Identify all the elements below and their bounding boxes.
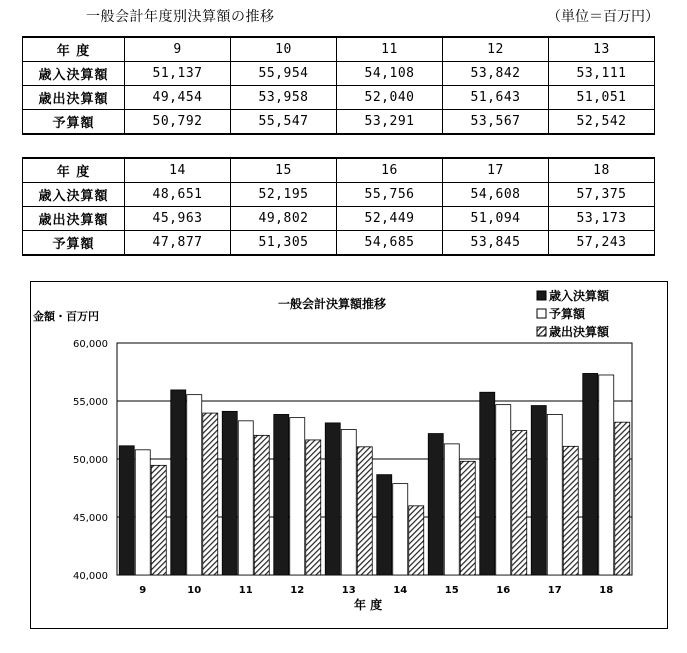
value-cell: 51,305	[231, 231, 337, 256]
value-cell: 53,111	[549, 62, 655, 86]
value-cell: 57,243	[549, 231, 655, 256]
value-cell: 51,137	[125, 62, 231, 86]
x-tick-label: 18	[599, 585, 614, 596]
bar-expenditure	[409, 506, 424, 575]
year-header-label: 年 度	[23, 37, 125, 62]
year-cell: 16	[337, 158, 443, 183]
table-header-row	[23, 158, 655, 183]
bar-expenditure	[563, 446, 578, 575]
chart-frame	[30, 281, 668, 629]
bar-budget	[547, 414, 562, 575]
row-label: 歳出決算額	[23, 86, 125, 110]
value-cell: 57,375	[549, 183, 655, 207]
chart-title: 一般会計決算額推移	[278, 297, 387, 311]
table-row	[23, 86, 655, 110]
bar-revenue	[119, 446, 134, 575]
year-cell: 11	[337, 37, 443, 62]
settlement-table-2	[22, 157, 655, 256]
legend-swatch-budget	[537, 309, 546, 318]
page-title: 一般会計年度別決算額の推移	[86, 9, 275, 25]
bar-revenue	[325, 423, 340, 575]
year-cell: 10	[231, 37, 337, 62]
x-axis-label: 年 度	[354, 598, 383, 612]
value-cell: 52,195	[231, 183, 337, 207]
year-cell: 13	[549, 37, 655, 62]
year-cell: 12	[443, 37, 549, 62]
row-label: 歳入決算額	[23, 62, 125, 86]
y-tick-label: 60,000	[73, 339, 108, 350]
bar-expenditure	[151, 465, 166, 575]
year-cell: 18	[549, 158, 655, 183]
bar-revenue	[480, 392, 495, 575]
x-tick-label: 17	[547, 585, 562, 596]
table-row	[23, 207, 655, 231]
bar-expenditure	[203, 413, 218, 575]
value-cell: 52,542	[549, 110, 655, 135]
y-tick-label: 40,000	[73, 571, 108, 582]
x-tick-label: 15	[444, 585, 459, 596]
value-cell: 51,643	[443, 86, 549, 110]
value-cell: 45,963	[125, 207, 231, 231]
legend-label-budget: 予算額	[549, 307, 586, 321]
year-cell: 15	[231, 158, 337, 183]
bar-expenditure	[306, 440, 321, 575]
bar-revenue	[583, 373, 598, 575]
unit-label: （単位＝百万円）	[547, 9, 659, 25]
value-cell: 53,291	[337, 110, 443, 135]
legend-label-revenue: 歳入決算額	[549, 289, 610, 303]
table-row	[23, 183, 655, 207]
y-axis-label: 金額・百万円	[33, 310, 99, 323]
year-header-label: 年 度	[23, 158, 125, 183]
value-cell: 51,094	[443, 207, 549, 231]
x-tick-label: 10	[187, 585, 202, 596]
value-cell: 54,685	[337, 231, 443, 256]
bar-budget	[496, 405, 511, 575]
y-tick-label: 55,000	[73, 397, 108, 408]
x-tick-label: 13	[341, 585, 356, 596]
table-row	[23, 231, 655, 256]
bar-budget	[393, 484, 408, 575]
y-tick-label: 45,000	[73, 513, 108, 524]
year-cell: 17	[443, 158, 549, 183]
value-cell: 55,547	[231, 110, 337, 135]
bar-revenue	[171, 390, 186, 575]
x-tick-label: 11	[238, 585, 253, 596]
bar-expenditure	[460, 461, 475, 575]
legend-label-expenditure: 歳出決算額	[549, 325, 610, 339]
row-label: 歳入決算額	[23, 183, 125, 207]
year-cell: 9	[125, 37, 231, 62]
bar-budget	[290, 418, 305, 575]
value-cell: 49,454	[125, 86, 231, 110]
bar-revenue	[428, 434, 443, 575]
value-cell: 54,108	[337, 62, 443, 86]
bar-revenue	[531, 406, 546, 575]
x-tick-label: 9	[139, 585, 147, 596]
bar-budget	[238, 421, 253, 575]
value-cell: 53,173	[549, 207, 655, 231]
row-label: 予算額	[23, 231, 125, 256]
settlement-table-1	[22, 36, 655, 135]
bar-budget	[135, 450, 150, 575]
bar-budget	[341, 430, 356, 575]
row-label: 予算額	[23, 110, 125, 135]
value-cell: 52,040	[337, 86, 443, 110]
value-cell: 53,567	[443, 110, 549, 135]
x-tick-label: 16	[496, 585, 511, 596]
table-row	[23, 110, 655, 135]
bar-revenue	[222, 411, 237, 575]
value-cell: 49,802	[231, 207, 337, 231]
value-cell: 51,051	[549, 86, 655, 110]
bar-expenditure	[615, 422, 630, 575]
bar-expenditure	[357, 447, 372, 575]
value-cell: 53,845	[443, 231, 549, 256]
settlement-bar-chart	[31, 282, 667, 628]
legend	[537, 288, 610, 339]
table-row	[23, 62, 655, 86]
bar-budget	[599, 375, 614, 575]
value-cell: 53,842	[443, 62, 549, 86]
year-cell: 14	[125, 158, 231, 183]
legend-swatch-expenditure	[537, 327, 546, 336]
bar-revenue	[274, 414, 289, 575]
value-cell: 55,954	[231, 62, 337, 86]
value-cell: 48,651	[125, 183, 231, 207]
value-cell: 47,877	[125, 231, 231, 256]
value-cell: 53,958	[231, 86, 337, 110]
legend-swatch-revenue	[537, 291, 546, 300]
y-tick-label: 50,000	[73, 455, 108, 466]
value-cell: 50,792	[125, 110, 231, 135]
row-label: 歳出決算額	[23, 207, 125, 231]
bar-budget	[444, 444, 459, 575]
value-cell: 52,449	[337, 207, 443, 231]
bar-expenditure	[254, 435, 269, 575]
value-cell: 55,756	[337, 183, 443, 207]
bar-expenditure	[512, 431, 527, 575]
bar-revenue	[377, 475, 392, 575]
x-tick-label: 12	[290, 585, 305, 596]
bar-budget	[187, 395, 202, 575]
table-header-row	[23, 37, 655, 62]
value-cell: 54,608	[443, 183, 549, 207]
x-tick-label: 14	[393, 585, 408, 596]
